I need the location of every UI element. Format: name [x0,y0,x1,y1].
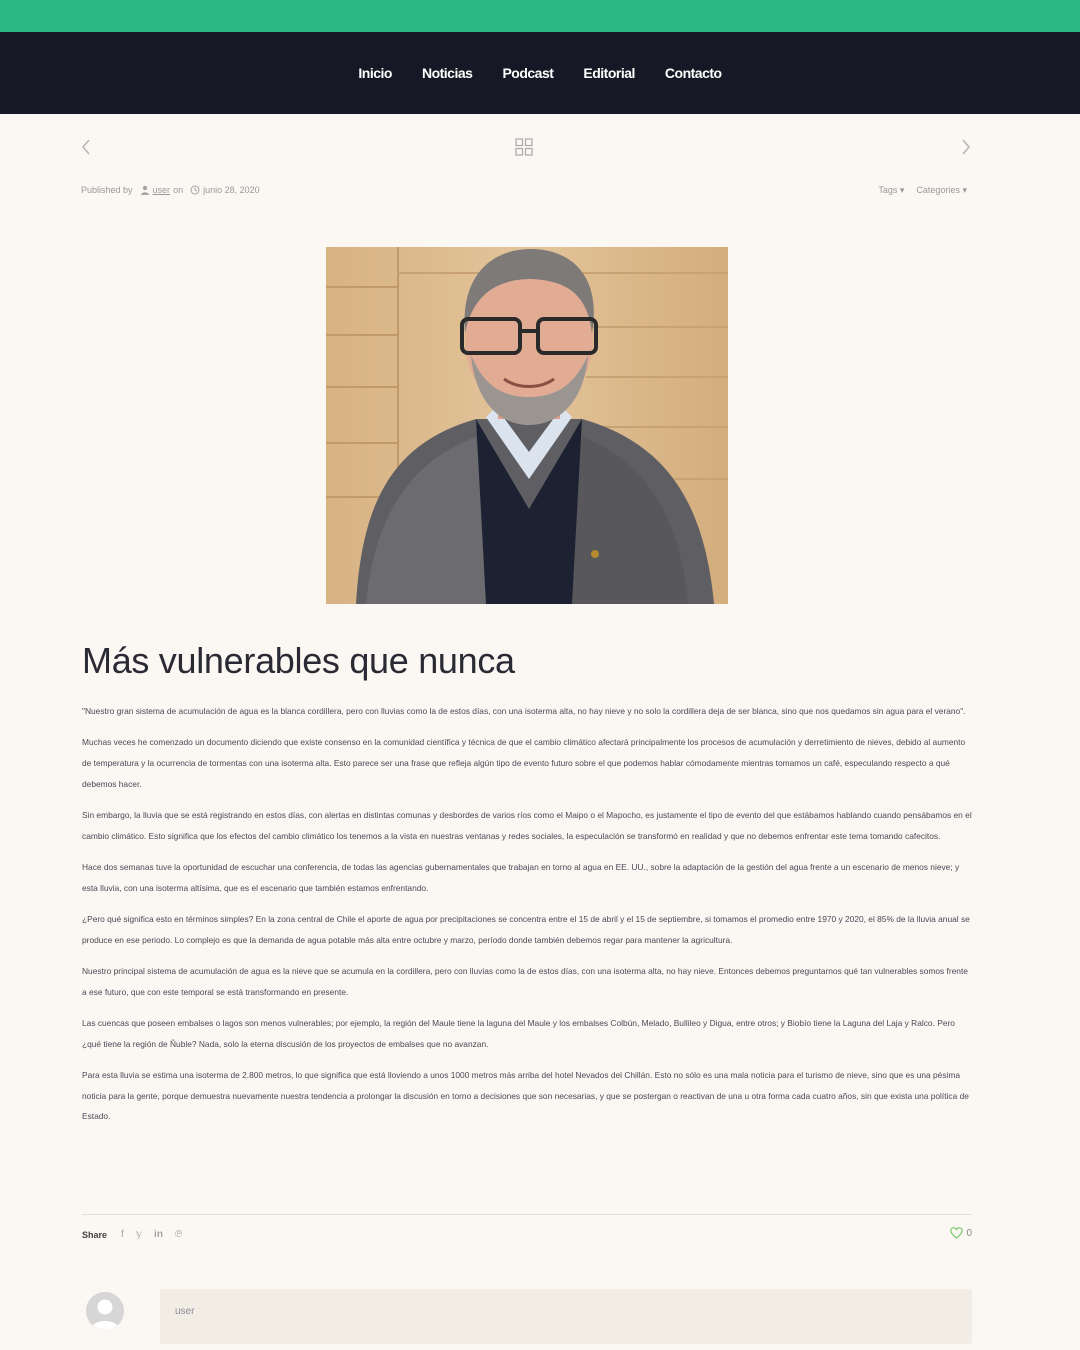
grid-icon[interactable] [515,138,533,156]
nav-item-inicio[interactable]: Inicio [358,65,392,81]
chevron-right-icon[interactable] [958,136,974,158]
on-label: on [173,185,184,195]
tags-label: Tags [878,185,898,195]
nav-item-contacto[interactable]: Contacto [664,65,722,81]
article-body [82,701,972,1138]
facebook-icon[interactable]: f [121,1229,124,1240]
nav-item-editorial[interactable]: Editorial [583,65,635,81]
pinterest-icon[interactable]: ℗ [174,1229,183,1240]
like-count: 0 [966,1227,972,1239]
twitter-icon[interactable]: 𝕪 [135,1229,143,1240]
article-paragraph: Nuestro principal sistema de acumulación de agua es la nieve que se acumula en la cordillera, pero con lluvias como la de estos días, con una isoterma alta, no hay nieve. Entonces debemos preguntarnos qué tan vulnerables somos frente a ese futuro, que con este temporal se está transformando en presente. [82,966,968,997]
share-label: Share [82,1229,108,1240]
chevron-left-icon[interactable] [78,136,94,158]
article-paragraph: Las cuencas que poseen embalses o lagos son menos vulnerables; por ejemplo, la región del Maule tiene la laguna del Maule y los embalses Colbún, Melado, Bullileo y Digua, entre otros; y Biobío tiene la Laguna del Laja y Ralco. Pero ¿qué tiene la región de Ñuble? Nada, solo la eterna discusión de los proyectos de embalses que no avanzan. [82,1018,955,1049]
categories-label: Categories [916,185,960,195]
author-link[interactable]: user [152,185,171,195]
article-paragraph: Hace dos semanas tuve la oportunidad de escuchar una conferencia, de todas las agencias gubernamentales que trabajan en torno al agua en EE. UU., sobre la adaptación de la gestión del agua frente a un escenario de menos nieve; y esta lluvia, con una isoterma altísima, que es el escenario que también estamos enfrentando. [82,862,960,893]
post-date: junio 28, 2020 [203,185,260,195]
author-box [160,1289,972,1344]
post-meta [81,185,260,195]
user-icon [140,185,150,195]
author-box-name[interactable]: user [175,1306,195,1317]
clock-icon [190,185,200,195]
post-navigation [0,136,1080,160]
chevron-down-icon: ▾ [962,185,967,195]
article-paragraph: Para esta lluvia se estima una isoterma de 2.800 metros, lo que significa que está lloviendo a unos 1000 metros más arriba del hotel Nevados del Chillán. Esto no sólo es una mala noticia para el turismo de nieve, sino que es una pésima noticia para la gente, porque demuestra nuevamente nuestra tendencia a prolongar la discusión en torno a decisiones que son necesarias, y que se postergan o reactivan de una u otra forma cada cuatro años, sin que exista una política de Estado. [82,1070,969,1122]
featured-image [326,247,728,604]
article-paragraph: Muchas veces he comenzado un documento diciendo que existe consenso en la comunidad científica y técnica de que el cambio climático afectará principalmente los procesos de acumulación y derretimiento de nieves, debido al aumento de temperatura y la ocurrencia de tormentas con una isoterma alta. Esto parece ser una frase que refleja algún tipo de evento futuro sobre el que podemos hablar cómodamente mientras tomamos un café, especulando respecto a qué debemos hacer. [82,737,966,789]
top-accent-bar [0,0,1080,32]
share-bar [82,1229,182,1240]
heart-icon [950,1227,963,1239]
article-paragraph: "Nuestro gran sistema de acumulación de agua es la blanca cordillera, pero con lluvias como la de estos días, con una isoterma alta, no hay nieve y no solo la cordillera deja de ser blanca, sino que nos quedamos sin agua para el verano". [82,706,966,716]
article-paragraph: ¿Pero qué significa esto en términos simples? En la zona central de Chile el aporte de agua por precipitaciones se concentra entre el 15 de abril y el 15 de septiembre, si tomamos el promedio entre 1970 y 2020, el 85% de la lluvia anual se produce en ese periodo. Lo complejo es que la demanda de agua potable más alta entre octubre y marzo, período donde también debemos regar para mantener la agricultura. [82,914,970,945]
like-button[interactable] [950,1227,972,1239]
chevron-down-icon: ▾ [899,185,905,195]
post-taxonomy [878,185,967,196]
avatar [86,1292,124,1330]
post-title: Más vulnerables que nunca [82,640,515,681]
categories-dropdown[interactable] [916,185,967,196]
tags-dropdown[interactable] [878,185,904,196]
article-paragraph: Sin embargo, la lluvia que se está registrando en estos días, con alertas en distintas comunas y desbordes de varios ríos como el Maipo o el Mapocho, es justamente el tipo de evento del que estábamos hablando cuando pensábamos en el cambio climático. Esto significa que los efectos del cambio climático los tenemos a la vista en nuestras ventanas y redes sociales, la especulación se transformó en realidad y que no debemos enfrentar este tema tomando cafecitos. [82,810,972,841]
nav-item-noticias[interactable]: Noticias [421,65,473,81]
linkedin-icon[interactable]: in [154,1229,163,1240]
main-navigation [0,32,1080,114]
divider [82,1214,972,1215]
published-by-label: Published by [81,185,133,195]
nav-item-podcast[interactable]: Podcast [502,65,554,81]
